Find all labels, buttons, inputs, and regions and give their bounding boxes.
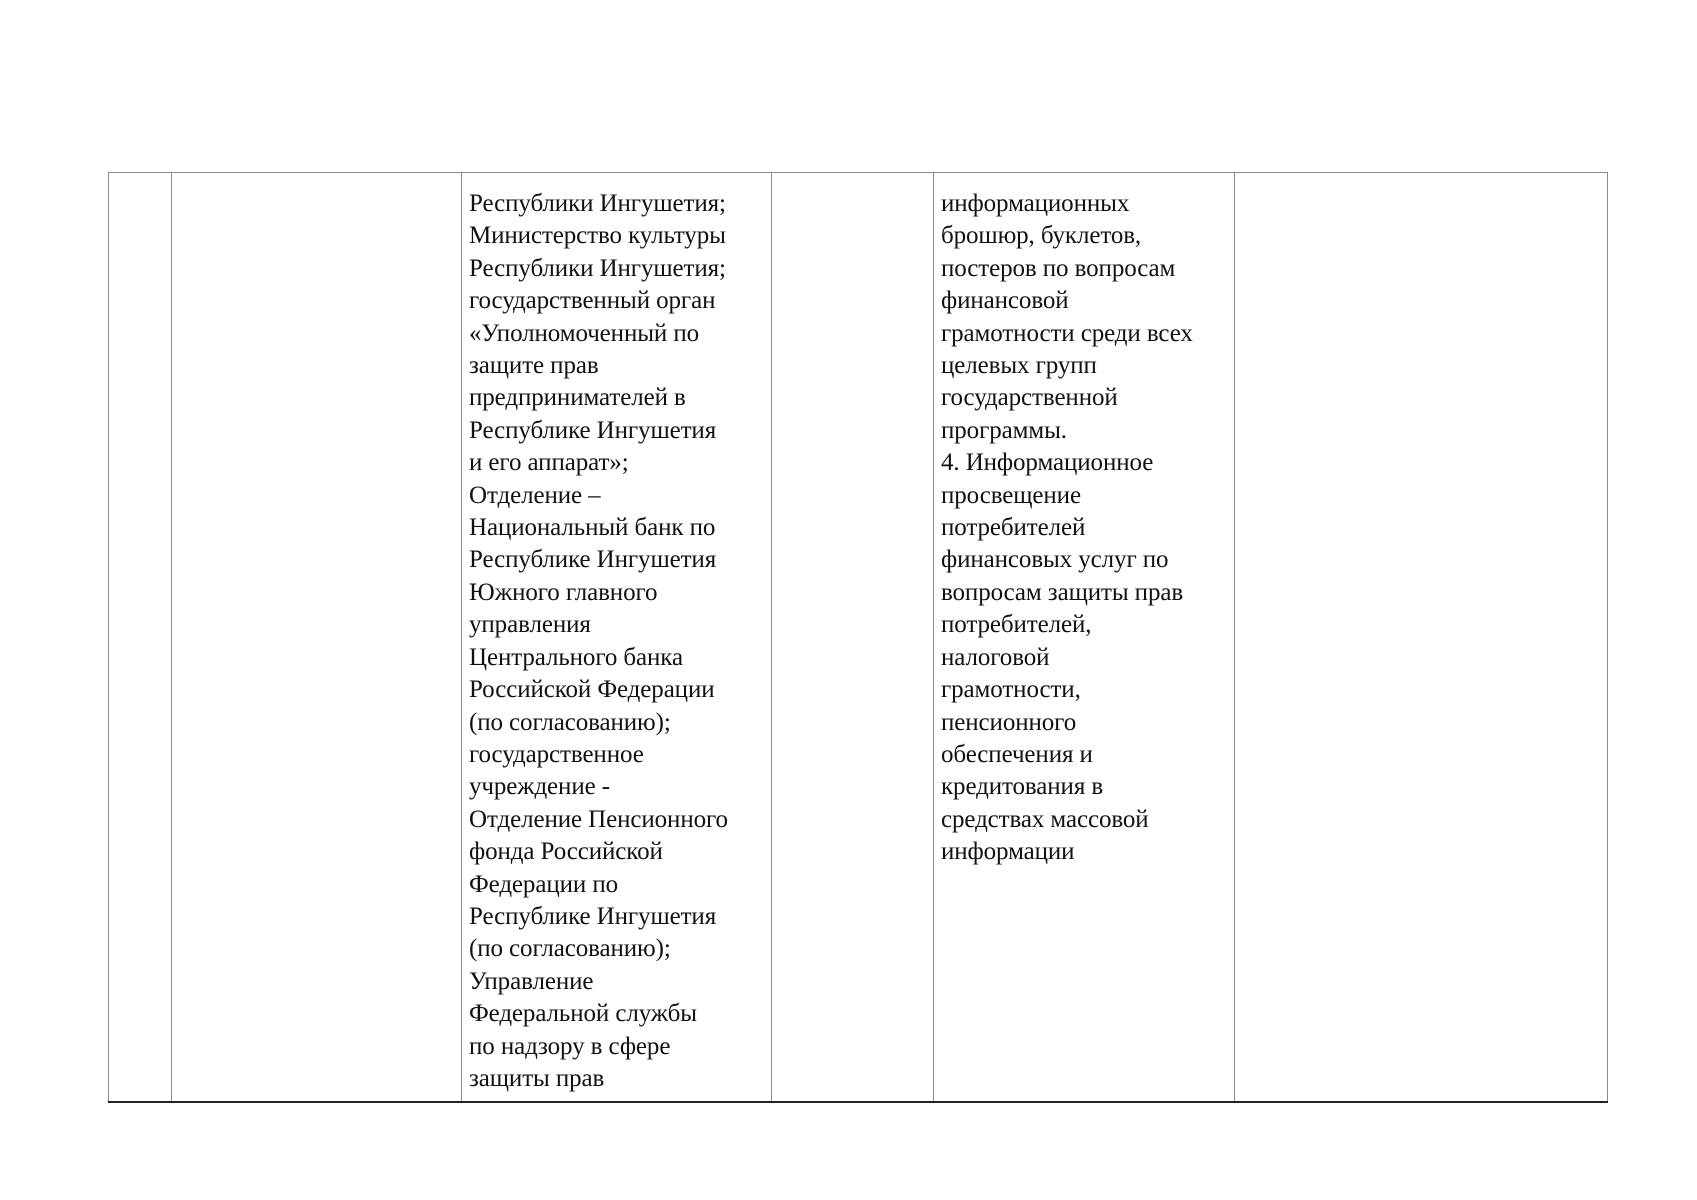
text-line: Национальный банк по	[469, 514, 716, 542]
text-line: Центрального банка	[469, 643, 683, 671]
text-line: постеров по вопросам	[941, 254, 1176, 282]
text-line: защите прав	[469, 352, 599, 380]
text-line: потребителей,	[941, 611, 1092, 639]
cell-text	[172, 173, 461, 188]
text-line: вопросам защиты прав	[941, 578, 1184, 606]
text-line: обеспечения и	[941, 740, 1093, 768]
text-line: налоговой	[941, 643, 1050, 671]
text-line: целевых групп	[941, 352, 1097, 380]
text-line: государственный орган	[469, 287, 716, 315]
text-line: Федерации по	[469, 870, 618, 898]
text-line: пенсионного	[941, 708, 1077, 736]
text-line: Министерство культуры	[469, 222, 726, 250]
text-line: грамотности среди всех	[941, 319, 1193, 347]
text-line: финансовой	[941, 287, 1069, 315]
table-cell-number	[109, 173, 172, 1103]
text-line: (по согласованию);	[469, 935, 671, 963]
text-line: государственной	[941, 384, 1118, 412]
table-cell-activity	[172, 173, 462, 1103]
text-line: (по согласованию);	[469, 708, 671, 736]
text-line: по надзору в сфере	[469, 1032, 671, 1060]
text-line: просвещение	[941, 481, 1081, 509]
text-line: Республики Ингушетия;	[469, 254, 726, 282]
text-line: Южного главного	[469, 578, 658, 606]
text-line: Федеральной службы	[469, 1000, 697, 1028]
text-line: учреждение -	[469, 773, 610, 801]
table-cell-notes	[1235, 173, 1608, 1103]
text-line: Отделение Пенсионного	[469, 805, 728, 833]
text-line: Республике Ингушетия	[469, 416, 717, 444]
text-line: программы.	[941, 416, 1067, 444]
text-line: «Уполномоченный по	[469, 319, 700, 347]
text-line: Отделение –	[469, 481, 601, 509]
text-line: средствах массовой	[941, 805, 1149, 833]
cell-text	[1235, 173, 1607, 188]
text-line: государственное	[469, 740, 644, 768]
table-cell-result	[934, 173, 1235, 1103]
text-line: защиты прав	[469, 1064, 605, 1092]
cell-text	[109, 173, 171, 188]
text-line: финансовых услуг по	[941, 546, 1169, 574]
text-line: Республике Ингушетия	[469, 546, 717, 574]
text-line: предпринимателей в	[469, 384, 686, 412]
text-line: Российской Федерации	[469, 676, 715, 704]
text-line: фонда Российской	[469, 838, 663, 866]
text-line: информации	[941, 838, 1075, 866]
text-line: Республике Ингушетия	[469, 902, 717, 930]
text-line: Управление	[469, 967, 594, 995]
text-line: и его аппарат»;	[469, 449, 629, 477]
responsible-executors-text	[462, 173, 771, 1095]
text-line: Республики Ингушетия;	[469, 190, 726, 217]
text-line: управления	[469, 611, 591, 639]
table-cell-responsible	[462, 173, 772, 1103]
table-row	[109, 173, 1608, 1103]
cell-text	[772, 173, 933, 188]
text-line: потребителей	[941, 514, 1086, 542]
table-cell-deadline	[772, 173, 934, 1103]
text-line: 4. Информационное	[941, 449, 1154, 477]
text-line: грамотности,	[941, 676, 1081, 704]
text-line: брошюр, буклетов,	[941, 222, 1142, 250]
expected-results-text	[934, 173, 1234, 869]
text-line: кредитования в	[941, 773, 1104, 801]
text-line: информационных	[941, 190, 1130, 217]
document-table	[108, 172, 1608, 1103]
